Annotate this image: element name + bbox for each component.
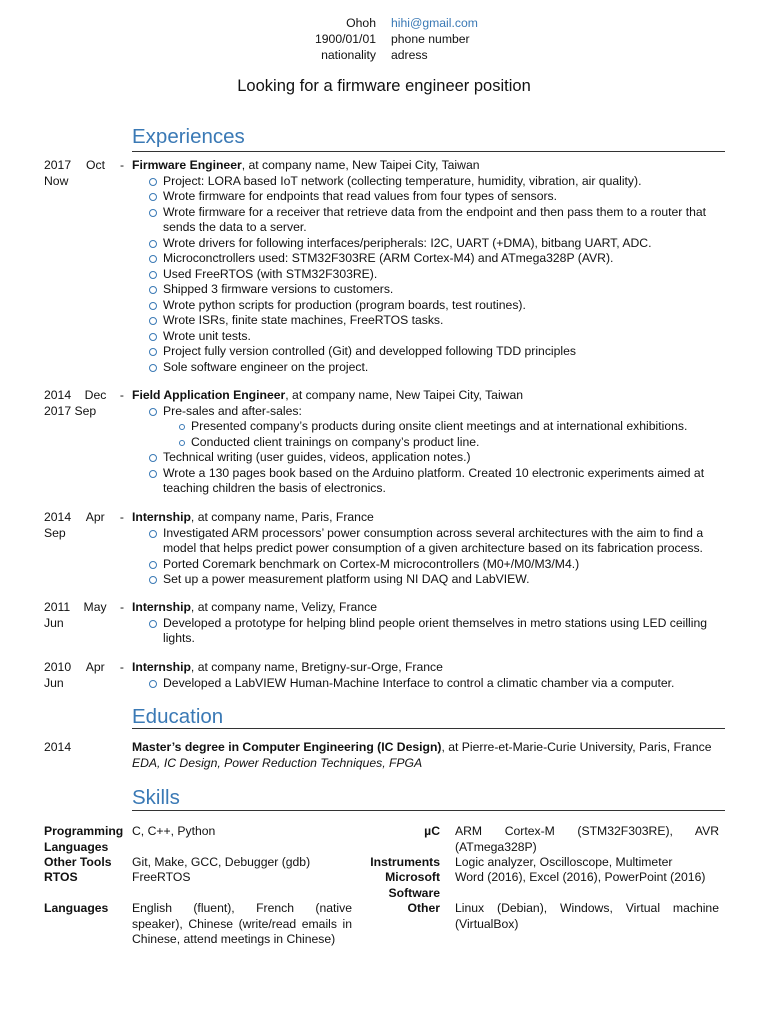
skill-label: Other Tools (44, 855, 112, 869)
nationality-text: nationality (321, 48, 376, 62)
list-item: Wrote a 130 pages book based on the Arduino platform. Created 10 electronic experiments aimed at teaching children the basis of electronics. (132, 466, 725, 497)
skill-value: Logic analyzer, Oscilloscope, Multimeter (455, 855, 673, 869)
list-item: Wrote firmware for a receiver that retrieve data from the endpoint and then pass them to a router that sends the data to a server. (132, 205, 725, 236)
sub-list-item: Conducted client trainings on company’s product line. (132, 435, 725, 451)
role-title: Internship (132, 660, 191, 674)
experience-body (132, 388, 725, 497)
experience-date: 2014 Dec - 2017 Sep (44, 388, 124, 418)
objective-title: Looking for a firmware engineer position (237, 77, 531, 95)
email-link[interactable]: hihi@gmail.com (391, 16, 478, 30)
list-item: Developed a prototype for helping blind people orient themselves in metro stations using LED ceilling lights. (132, 616, 725, 647)
education-topics: EDA, IC Design, Power Reduction Techniques, FPGA (132, 755, 423, 770)
list-item: Wrote firmware for endpoints that read values from four types of sensors. (132, 189, 725, 205)
company-place: , at company name, Bretigny-sur-Orge, France (190, 660, 443, 674)
list-item: Developed a LabVIEW Human-Machine Interface to control a climatic chamber via a computer. (132, 676, 725, 692)
list-item: Technical writing (user guides, videos, application notes.) (132, 450, 725, 466)
list-item: Project: LORA based IoT network (collecting temperature, humidity, vibration, air quality). (132, 174, 725, 190)
phone-text: phone number (391, 32, 470, 46)
contact-row (0, 16, 768, 32)
role-title: Field Application Engineer (132, 388, 286, 402)
education-heading: Education (132, 705, 224, 728)
skill-label: Microsoft Software (385, 870, 440, 900)
company-place: , at company name, New Taipei City, Taiwan (241, 158, 480, 172)
list-item: Sole software engineer on the project. (132, 360, 725, 376)
experience-heading (132, 388, 725, 404)
role-title: Internship (132, 600, 191, 614)
skill-label: µC (424, 824, 440, 838)
list-item: Set up a power measurement platform using NI DAQ and LabVIEW. (132, 572, 725, 588)
skill-label: Languages (44, 901, 109, 915)
section-divider (132, 728, 725, 729)
list-item: Used FreeRTOS (with STM32F303RE). (132, 267, 725, 283)
experience-heading (132, 510, 725, 526)
role-title: Firmware Engineer (132, 158, 242, 172)
experience-date: 2010 Apr - Jun (44, 660, 124, 690)
sub-list-item: Presented company’s products during onsite client meetings and at international exhibitions. (132, 419, 725, 435)
company-place: , at company name, Paris, France (190, 510, 374, 524)
skill-value: Word (2016), Excel (2016), PowerPoint (2016) (455, 870, 706, 884)
experience-body (132, 600, 725, 647)
skill-label: RTOS (44, 870, 78, 884)
bullet-list (132, 616, 725, 647)
experiences-heading: Experiences (132, 125, 245, 148)
degree-title: Master’s degree in Computer Engineering (IC Design) (132, 740, 442, 754)
skill-value: Linux (Debian), Windows, Virtual machine (VirtualBox) (455, 901, 719, 931)
experience-heading (132, 600, 725, 616)
name-text: Ohoh (346, 16, 376, 30)
skill-label: Programming Languages (44, 824, 124, 854)
list-item: Pre-sales and after-sales: Presented company’s products during onsite client meetings and at international exhibitions. Conducted client trainings on company’s product line. (132, 404, 725, 451)
education-date: 2014 (44, 740, 72, 754)
bullet-list (132, 404, 725, 497)
experience-heading (132, 158, 725, 174)
university-place: , at Pierre-et-Marie-Curie University, Paris, France (441, 740, 712, 754)
experience-date: 2011 May - Jun (44, 600, 124, 630)
skill-label: Instruments (370, 855, 440, 869)
experience-body (132, 158, 725, 375)
company-place: , at company name, New Taipei City, Taiwan (285, 388, 524, 402)
experience-date: 2014 Apr - Sep (44, 510, 124, 540)
bullet-list (132, 676, 725, 692)
degree-line (132, 740, 725, 756)
experience-date: 2017 Oct - Now (44, 158, 124, 188)
list-item: Microconctrollers used: STM32F303RE (ARM Cortex-M4) and ATmega328P (AVR). (132, 251, 725, 267)
sub-bullet-list (163, 419, 725, 450)
skill-label: Other (407, 901, 440, 915)
list-item: Wrote ISRs, finite state machines, FreeRTOS tasks. (132, 313, 725, 329)
contact-row (0, 48, 768, 64)
list-item: Shipped 3 firmware versions to customers. (132, 282, 725, 298)
experience-body (132, 510, 725, 588)
bullet-list (132, 526, 725, 588)
list-item: Project fully version controlled (Git) and developped following TDD principles (132, 344, 725, 360)
contact-row (0, 32, 768, 48)
bullet-list (132, 174, 725, 376)
experience-body (132, 660, 725, 691)
list-item: Wrote unit tests. (132, 329, 725, 345)
company-place: , at company name, Velizy, France (190, 600, 377, 614)
skill-value: FreeRTOS (132, 870, 191, 884)
address-text: adress (391, 48, 428, 62)
role-title: Internship (132, 510, 191, 524)
list-item: Ported Coremark benchmark on Cortex-M microcontrollers (M0+/M0/M3/M4.) (132, 557, 725, 573)
section-divider (132, 810, 725, 811)
skill-value: English (fluent), French (native speaker), Chinese (write/read emails in Chinese, attend meetings in Chinese) (132, 901, 352, 946)
list-item: Wrote python scripts for production (program boards, test routines). (132, 298, 725, 314)
section-divider (132, 151, 725, 152)
education-body (132, 740, 725, 771)
skill-value: ARM Cortex-M (STM32F303RE), AVR (ATmega328P) (455, 824, 719, 854)
skill-value: Git, Make, GCC, Debugger (gdb) (132, 855, 311, 869)
skill-value: C, C++, Python (132, 824, 216, 838)
list-item: Wrote drivers for following interfaces/peripherals: I2C, UART (+DMA), bitbang UART, ADC. (132, 236, 725, 252)
list-item: Investigated ARM processors’ power consumption across several architectures with the aim to find a model that helps predict power consumption of a given architecture based on its fabrication process. (132, 526, 725, 557)
birthdate-text: 1900/01/01 (315, 32, 376, 46)
skills-heading: Skills (132, 786, 180, 809)
experience-heading (132, 660, 725, 676)
